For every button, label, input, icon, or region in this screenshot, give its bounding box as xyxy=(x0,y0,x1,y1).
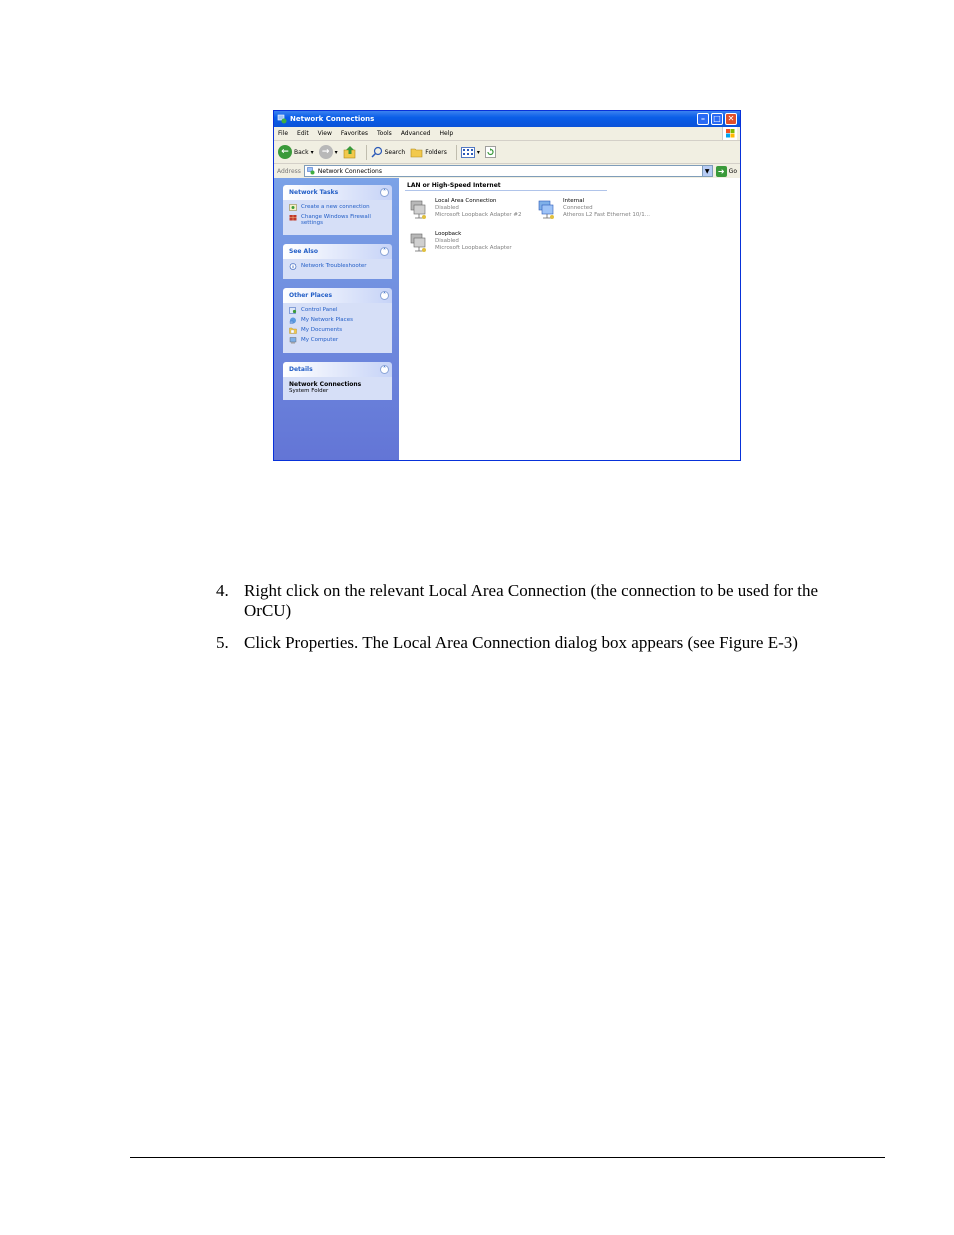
connection-loopback[interactable]: Loopback Disabled Microsoft Loopback Adapter xyxy=(408,231,512,253)
other-places-panel xyxy=(283,288,392,353)
menu-favorites[interactable]: Favorites xyxy=(340,130,369,137)
details-header[interactable]: Details ˄ xyxy=(283,362,392,377)
connection-internal[interactable]: Internal Connected Atheros L2 Fast Ethernet 10/1... xyxy=(536,198,650,220)
forward-dropdown-icon[interactable]: ▾ xyxy=(334,148,338,156)
task-pane xyxy=(274,178,399,460)
back-arrow-icon: ← xyxy=(278,145,292,159)
connection-local-area[interactable]: Local Area Connection Disabled Microsoft Loopback Adapter #2 xyxy=(408,198,521,220)
up-folder-button[interactable] xyxy=(343,145,357,159)
menu-file[interactable]: File xyxy=(278,130,289,137)
maximize-icon: □ xyxy=(713,114,721,123)
help-info-icon xyxy=(289,263,297,270)
minimize-icon: – xyxy=(701,114,705,123)
other-places-header[interactable]: Other Places ˄ xyxy=(283,288,392,303)
refresh-icon xyxy=(485,146,496,158)
up-folder-icon xyxy=(343,145,357,159)
my-documents-link[interactable]: My Documents xyxy=(289,327,388,334)
step-number: 4. xyxy=(216,581,229,600)
step-4-text: Right click on the relevant Local Area Connection (the connection to be used for the OrCU) xyxy=(244,581,819,620)
collapse-chevron-icon[interactable]: ˄ xyxy=(380,188,389,197)
address-dropdown-button[interactable] xyxy=(702,165,713,177)
toolbar-separator xyxy=(366,145,367,160)
new-connection-icon xyxy=(289,204,297,211)
firewall-icon xyxy=(289,214,297,221)
views-button[interactable] xyxy=(461,147,480,158)
address-bar xyxy=(274,164,740,179)
create-new-connection-link[interactable]: Create a new connection xyxy=(289,204,388,211)
my-documents-icon xyxy=(289,327,297,334)
network-connections-icon xyxy=(307,167,315,175)
control-panel-link[interactable]: Control Panel xyxy=(289,307,388,314)
control-panel-icon xyxy=(289,307,297,314)
folders-button[interactable]: Folders xyxy=(410,147,447,158)
address-value: Network Connections xyxy=(317,167,382,175)
my-network-places-link[interactable]: My Network Places xyxy=(289,317,388,324)
minimize-button[interactable] xyxy=(697,113,709,125)
address-label: Address xyxy=(277,167,301,175)
search-button[interactable]: Search xyxy=(371,146,406,158)
menu-view[interactable]: View xyxy=(317,130,332,137)
see-also-panel xyxy=(283,244,392,279)
address-input[interactable] xyxy=(304,165,703,177)
step-number: 5. xyxy=(216,633,229,652)
lan-connection-disabled-icon xyxy=(408,198,430,220)
back-dropdown-icon[interactable]: ▾ xyxy=(310,148,314,156)
network-connections-icon xyxy=(277,114,287,124)
back-button[interactable]: ← Back ▾ xyxy=(278,145,314,159)
chevron-down-icon: ▼ xyxy=(704,167,710,175)
footer-rule xyxy=(130,1157,885,1158)
network-connections-window xyxy=(273,110,741,461)
change-windows-firewall-link[interactable]: Change Windows Firewall settings xyxy=(289,214,388,226)
menu-bar xyxy=(274,127,740,141)
menu-tools[interactable]: Tools xyxy=(377,130,392,137)
group-header: LAN or High-Speed Internet xyxy=(405,182,607,191)
my-computer-link[interactable]: My Computer xyxy=(289,337,388,344)
refresh-button[interactable] xyxy=(485,146,496,158)
close-button[interactable] xyxy=(725,113,737,125)
collapse-chevron-icon[interactable]: ˄ xyxy=(380,247,389,256)
network-troubleshooter-link[interactable]: Network Troubleshooter xyxy=(289,263,388,270)
search-icon xyxy=(371,146,383,158)
close-icon: ✕ xyxy=(727,114,735,123)
lan-connection-disabled-icon xyxy=(408,231,430,253)
go-button[interactable]: ➜ Go xyxy=(716,166,737,177)
menu-advanced[interactable]: Advanced xyxy=(400,130,431,137)
menu-edit[interactable]: Edit xyxy=(297,130,309,137)
details-type: System Folder xyxy=(289,388,329,394)
collapse-chevron-icon[interactable]: ˄ xyxy=(380,291,389,300)
menu-help[interactable]: Help xyxy=(439,130,454,137)
network-tasks-panel xyxy=(283,185,392,235)
go-arrow-icon: ➜ xyxy=(716,166,727,177)
forward-arrow-icon: → xyxy=(319,145,333,159)
toolbar-separator xyxy=(456,145,457,160)
explorer-content xyxy=(274,178,740,460)
my-computer-icon xyxy=(289,337,297,344)
folders-icon xyxy=(410,147,423,158)
views-dropdown-icon[interactable]: ▾ xyxy=(476,148,480,156)
step-5-text: Click Properties. The Local Area Connection dialog box appears (see Figure E-3) xyxy=(244,633,798,652)
title-bar[interactable] xyxy=(274,111,740,127)
maximize-button[interactable] xyxy=(711,113,723,125)
windows-logo-icon xyxy=(722,127,737,140)
toolbar xyxy=(274,141,740,164)
details-panel xyxy=(283,362,392,400)
window-title: Network Connections xyxy=(290,115,375,123)
forward-button[interactable] xyxy=(319,145,338,159)
views-icon xyxy=(461,147,475,158)
details-name: Network Connections xyxy=(289,381,362,388)
connections-list xyxy=(399,178,740,460)
collapse-chevron-icon[interactable]: ˄ xyxy=(380,365,389,374)
see-also-header[interactable]: See Also ˄ xyxy=(283,244,392,259)
network-places-icon xyxy=(289,317,297,324)
network-tasks-header[interactable]: Network Tasks ˄ xyxy=(283,185,392,200)
lan-connection-connected-icon xyxy=(536,198,558,220)
